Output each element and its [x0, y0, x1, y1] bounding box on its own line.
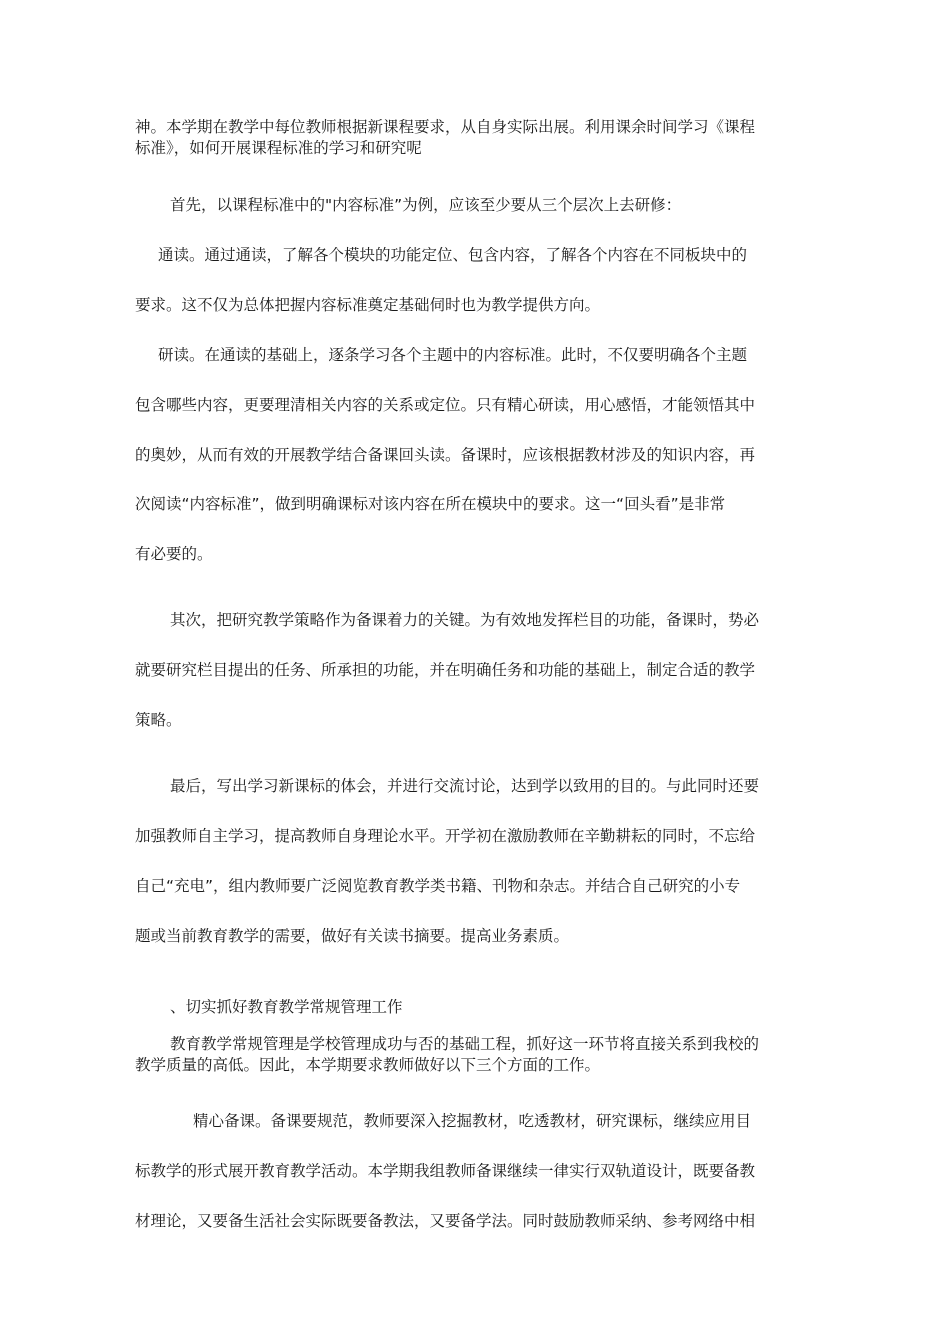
paragraph-line: 研读。在通读的基础上，逐条学习各个主题中的内容标准。此时，不仅要明确各个主题: [158, 346, 748, 364]
paragraph-line: 其次，把研究教学策略作为备课着力的关键。为有效地发挥栏目的功能，备课时，势必: [170, 611, 760, 629]
paragraph-line: 要求。这不仅为总体把握内容标准奠定基础伺时也为教学提供方向。: [135, 296, 601, 314]
paragraph-line: 教学质量的高低。因此，本学期要求教师做好以下三个方面的工作。: [135, 1056, 601, 1074]
paragraph-line: 策略。: [135, 711, 182, 729]
paragraph-line: 包含哪些内容，更要理清相关内容的关系或定位。只有精心研读，用心感悟，才能领悟其中: [135, 396, 756, 414]
paragraph-line: 神。本学期在教学中每位教师根据新课程要求，从自身实际出展。利用课余时间学习《课程: [135, 118, 756, 136]
paragraph-line: 通读。通过通读，了解各个模块的功能定位、包含内容，了解各个内容在不同板块中的: [158, 246, 748, 264]
paragraph-line: 次阅读“内容标准”，做到明确课标对该内容在所在模块中的要求。这一“回头看”是非常: [135, 495, 726, 513]
section-heading: 、切实抓好教育教学常规管理工作: [170, 998, 403, 1016]
paragraph-line: 加强教师自主学习，提高教师自身理论水平。开学初在激励教师在辛勤耕耘的同时，不忘给: [135, 827, 756, 845]
paragraph-line: 就要研究栏目提出的任务、所承担的功能，并在明确任务和功能的基础上，制定合适的教学: [135, 661, 756, 679]
paragraph-line: 材理论，又要备生活社会实际既要备教法，又要备学法。同时鼓励教师采纳、参考网络中相: [135, 1212, 756, 1230]
paragraph-line: 的奥妙，从而有效的开展教学结合备课回头读。备课时，应该根据教材涉及的知识内容，再: [135, 446, 756, 464]
paragraph-line: 最后，写出学习新课标的体会，并进行交流讨论，达到学以致用的目的。与此同时还要: [170, 777, 760, 795]
paragraph-line: 精心备课。备课要规范，教师要深入挖掘教材，吃透教材，研究课标，继续应用目: [193, 1112, 752, 1130]
paragraph-line: 教育教学常规管理是学校管理成功与否的基础工程，抓好这一环节将直接关系到我校的: [170, 1035, 760, 1053]
paragraph-line: 有必要的。: [135, 545, 213, 563]
paragraph-line: 标准》，如何开展课程标准的学习和研究呢: [135, 139, 422, 157]
paragraph-line: 首先，以课程标准中的"内容标准”为例，应该至少要从三个层次上去研修：: [170, 196, 682, 214]
paragraph-line: 题或当前教育教学的需要，做好有关读书摘要。提高业务素质。: [135, 927, 570, 945]
paragraph-line: 标教学的形式展开教育教学活动。本学期我组教师备课继续一律实行双轨道设计，既要备教: [135, 1162, 756, 1180]
paragraph-line: 自己“充电”，组内教师要广泛阅览教育教学类书籍、刊物和杂志。并结合自己研究的小专: [135, 877, 741, 895]
